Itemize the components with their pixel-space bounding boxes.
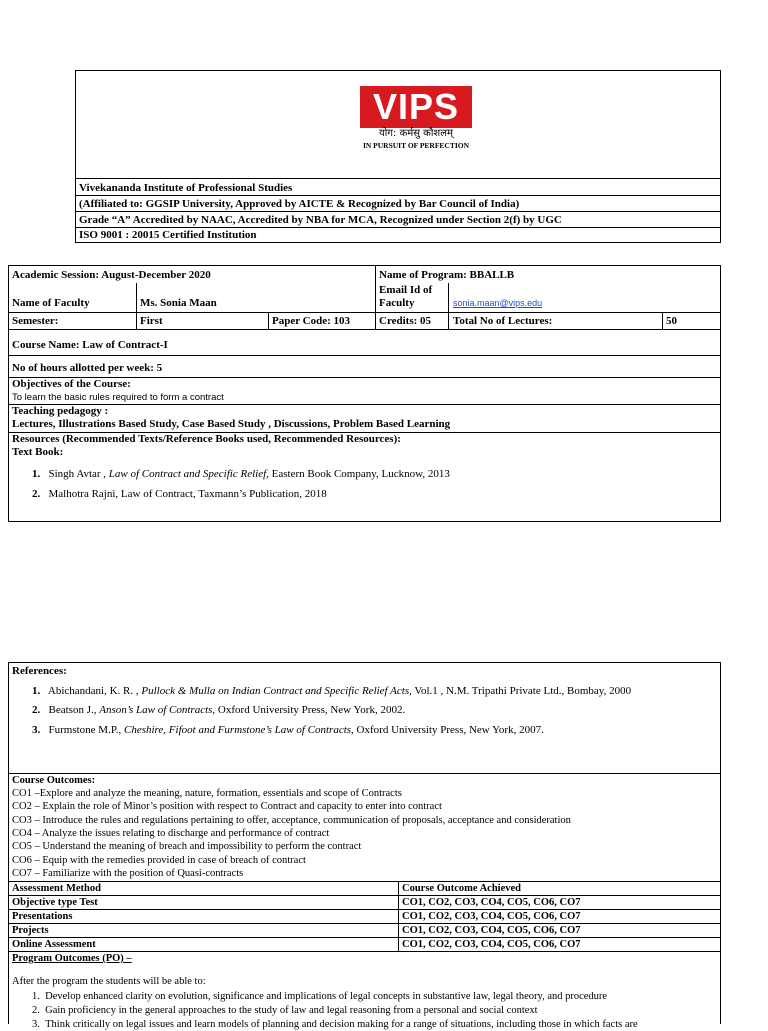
iso-line: ISO 9001 : 20015 Certified Institution [79, 229, 257, 241]
semester-value: First [140, 315, 163, 327]
textbook-item: 2. Malhotra Rajni, Law of Contract, Taxmann’s Publication, 2018 [32, 488, 327, 500]
faculty-name: Ms. Sonia Maan [140, 297, 217, 309]
logo-text: VIPS [372, 86, 460, 127]
semester-label: Semester: [12, 315, 59, 327]
program-outcomes-label: Program Outcomes (PO) – [12, 953, 132, 964]
assessment-header-method: Assessment Method [12, 883, 101, 894]
hours-per-week: No of hours allotted per week: 5 [12, 362, 163, 374]
assessment-method: Online Assessment [12, 939, 96, 950]
outcome-item: CO3 – Introduce the rules and regulations pertaining to offer, acceptance, communication of proposals, acceptance and consideration [12, 815, 571, 826]
pedagogy-label: Teaching pedagogy : [12, 405, 109, 417]
paper-code: Paper Code: 103 [272, 315, 351, 327]
assessment-outcome: CO1, CO2, CO3, CO4, CO5, CO6, CO7 [402, 925, 581, 936]
program-outcome-item: 2. Gain proficiency in the general approaches to the study of law and legal reasoning from a personal and social context [32, 1005, 538, 1016]
assessment-header-outcome: Course Outcome Achieved [402, 883, 521, 894]
references-label: References: [12, 665, 67, 677]
academic-session: Academic Session: August-December 2020 [12, 269, 211, 281]
total-lectures-value: 50 [666, 315, 677, 327]
credits: Credits: 05 [379, 315, 432, 327]
outcome-item: CO2 – Explain the role of Minor’s position with respect to Contract and capacity to enter into contract [12, 801, 442, 812]
outcome-item: CO1 –Explore and analyze the meaning, nature, formation, essentials and scope of Contracts [12, 788, 402, 799]
objectives-label: Objectives of the Course: [12, 378, 131, 390]
reference-item: 3. Furmstone M.P., Cheshire, Fifoot and Furmstone’s Law of Contracts, Oxford University Press, New York, 2007. [32, 724, 544, 736]
pedagogy-text: Lectures, Illustrations Based Study, Case Based Study , Discussions, Problem Based Learning [12, 418, 451, 430]
accreditation-line: Grade “A” Accredited by NAAC, Accredited by NBA for MCA, Recognized under Section 2(f) by UGC [79, 214, 562, 226]
program-outcomes-intro: After the program the students will be able to: [12, 976, 206, 987]
affiliation-line: (Affiliated to: GGSIP University, Approved by AICTE & Recognized by Bar Council of India) [79, 198, 520, 210]
outcome-item: CO6 – Equip with the remedies provided in case of breach of contract [12, 855, 306, 866]
total-lectures-label: Total No of Lectures: [453, 315, 553, 327]
logo-tagline: IN PURSUIT OF PERFECTION [362, 141, 470, 150]
assessment-method: Objective type Test [12, 897, 98, 908]
assessment-outcome: CO1, CO2, CO3, CO4, CO5, CO6, CO7 [402, 939, 581, 950]
textbook-label: Text Book: [12, 446, 64, 458]
course-outcomes-label: Course Outcomes: [12, 775, 96, 786]
resources-label: Resources (Recommended Texts/Reference Books used, Recommended Resources): [12, 433, 401, 445]
reference-item: 2. Beatson J., Anson’s Law of Contracts, Oxford University Press, New York, 2002. [32, 704, 406, 716]
vips-logo [360, 86, 472, 128]
reference-item: 1. Abichandani, K. R. , Pullock & Mulla on Indian Contract and Specific Relief Acts, Vol.1 , N.M. Tripathi Private Ltd., Bombay, 2000 [32, 685, 632, 697]
outcome-item: CO4 – Analyze the issues relating to discharge and performance of contract [12, 828, 330, 839]
outcome-item: CO5 – Understand the meaning of breach and impossibility to perform the contract [12, 841, 362, 852]
logo-motto: योग: कर्मसु कौशलम् [379, 128, 453, 139]
institute-name: Vivekananda Institute of Professional Studies [79, 182, 293, 194]
assessment-outcome: CO1, CO2, CO3, CO4, CO5, CO6, CO7 [402, 911, 581, 922]
objectives-text: To learn the basic rules required to form a contract [12, 392, 224, 403]
outcome-item: CO7 – Familiarize with the position of Quasi-contracts [12, 868, 244, 879]
course-name: Course Name: Law of Contract-I [12, 339, 168, 351]
program-outcome-item: 1. Develop enhanced clarity on evolution, significance and implications of legal concepts in substantive law, legal theory, and procedure [32, 991, 608, 1002]
assessment-outcome: CO1, CO2, CO3, CO4, CO5, CO6, CO7 [402, 897, 581, 908]
textbook-item: 1. Singh Avtar , Law of Contract and Specific Relief, Eastern Book Company, Lucknow, 2013 [32, 468, 450, 480]
program-name: Name of Program: BBALLB [379, 269, 515, 281]
email-label-line1: Email Id of [379, 284, 433, 296]
faculty-email-link[interactable]: sonia.maan@vips.edu [453, 298, 543, 308]
program-outcome-item: 3. Think critically on legal issues and learn models of planning and decision making for a range of situations, including those in which facts are [32, 1019, 638, 1030]
email-label-line2: Faculty [379, 297, 415, 309]
assessment-method: Presentations [12, 911, 73, 922]
assessment-method: Projects [12, 925, 49, 936]
faculty-label: Name of Faculty [12, 297, 90, 309]
